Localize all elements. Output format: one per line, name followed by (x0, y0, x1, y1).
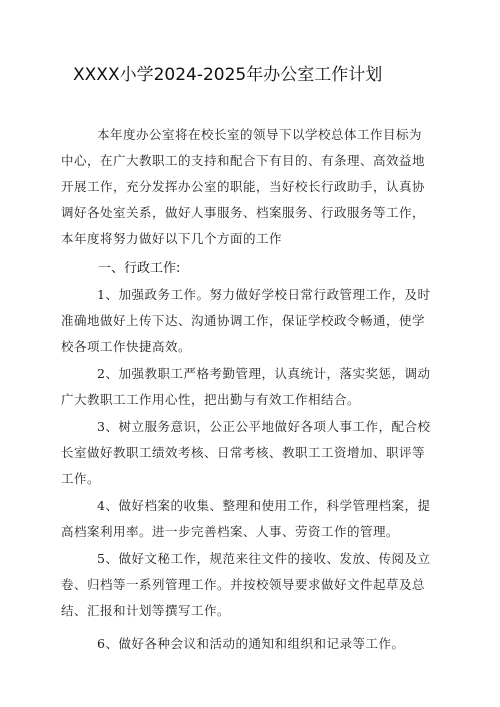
item-line: 结、汇报和计划等撰写工作。 (61, 603, 231, 618)
item-line: 2、加强教职工严格考勤管理，认真统计，落实奖惩，调动 (97, 366, 431, 381)
item-line: 校各项工作快捷高效。 (61, 339, 192, 354)
item-2 (61, 366, 445, 412)
item-line: 广大教职工工作用心性，把出勤与有效工作相结合。 (61, 392, 361, 407)
section-heading: 一、行政工作: (98, 261, 181, 276)
intro-line: 开展工作，充分发挥办公室的职能，当好校长行政助手，认真协 (61, 179, 426, 194)
item-line: 工作。 (61, 471, 101, 486)
item-6 (61, 636, 445, 656)
intro-paragraph (61, 127, 445, 257)
item-line: 5、做好文秘工作，规范来往文件的接收、发放、传阅及立 (97, 551, 431, 566)
item-line: 4、做好档案的收集、整理和使用工作，科学管理档案，提 (97, 498, 431, 513)
item-5 (61, 551, 445, 623)
item-line: 高档案利用率。进一步完善档案、人事、劳资工作的管理。 (61, 524, 400, 539)
item-line: 6、做好各种会议和活动的通知和组织和记录等工作。 (97, 636, 405, 651)
intro-line: 中心，在广大教职工的支持和配合下有目的、有条理、高效益地 (61, 153, 426, 168)
item-line: 长室做好教职工绩效考核、日常考核、教职工工资增加、职评等 (61, 445, 426, 460)
intro-line: 本年度将努力做好以下几个方面的工作 (61, 231, 283, 246)
item-line: 卷、归档等一系列管理工作。并按校领导要求做好文件起草及总 (61, 577, 426, 592)
item-1 (61, 287, 445, 359)
document-title: XXXX小学2024-2025年办公室工作计划 (73, 65, 383, 85)
item-3 (61, 419, 445, 491)
intro-line: 本年度办公室将在校长室的领导下以学校总体工作目标为 (97, 127, 423, 142)
item-4 (61, 498, 445, 544)
item-line: 3、树立服务意识，公正公平地做好各项人事工作，配合校 (97, 419, 431, 434)
item-line: 1、加强政务工作。努力做好学校日常行政管理工作，及时 (97, 287, 431, 302)
intro-line: 调好各处室关系，做好人事服务、档案服务、行政服务等工作， (61, 205, 426, 220)
item-line: 准确地做好上传下达、沟通协调工作，保证学校政令畅通，使学 (61, 313, 426, 328)
